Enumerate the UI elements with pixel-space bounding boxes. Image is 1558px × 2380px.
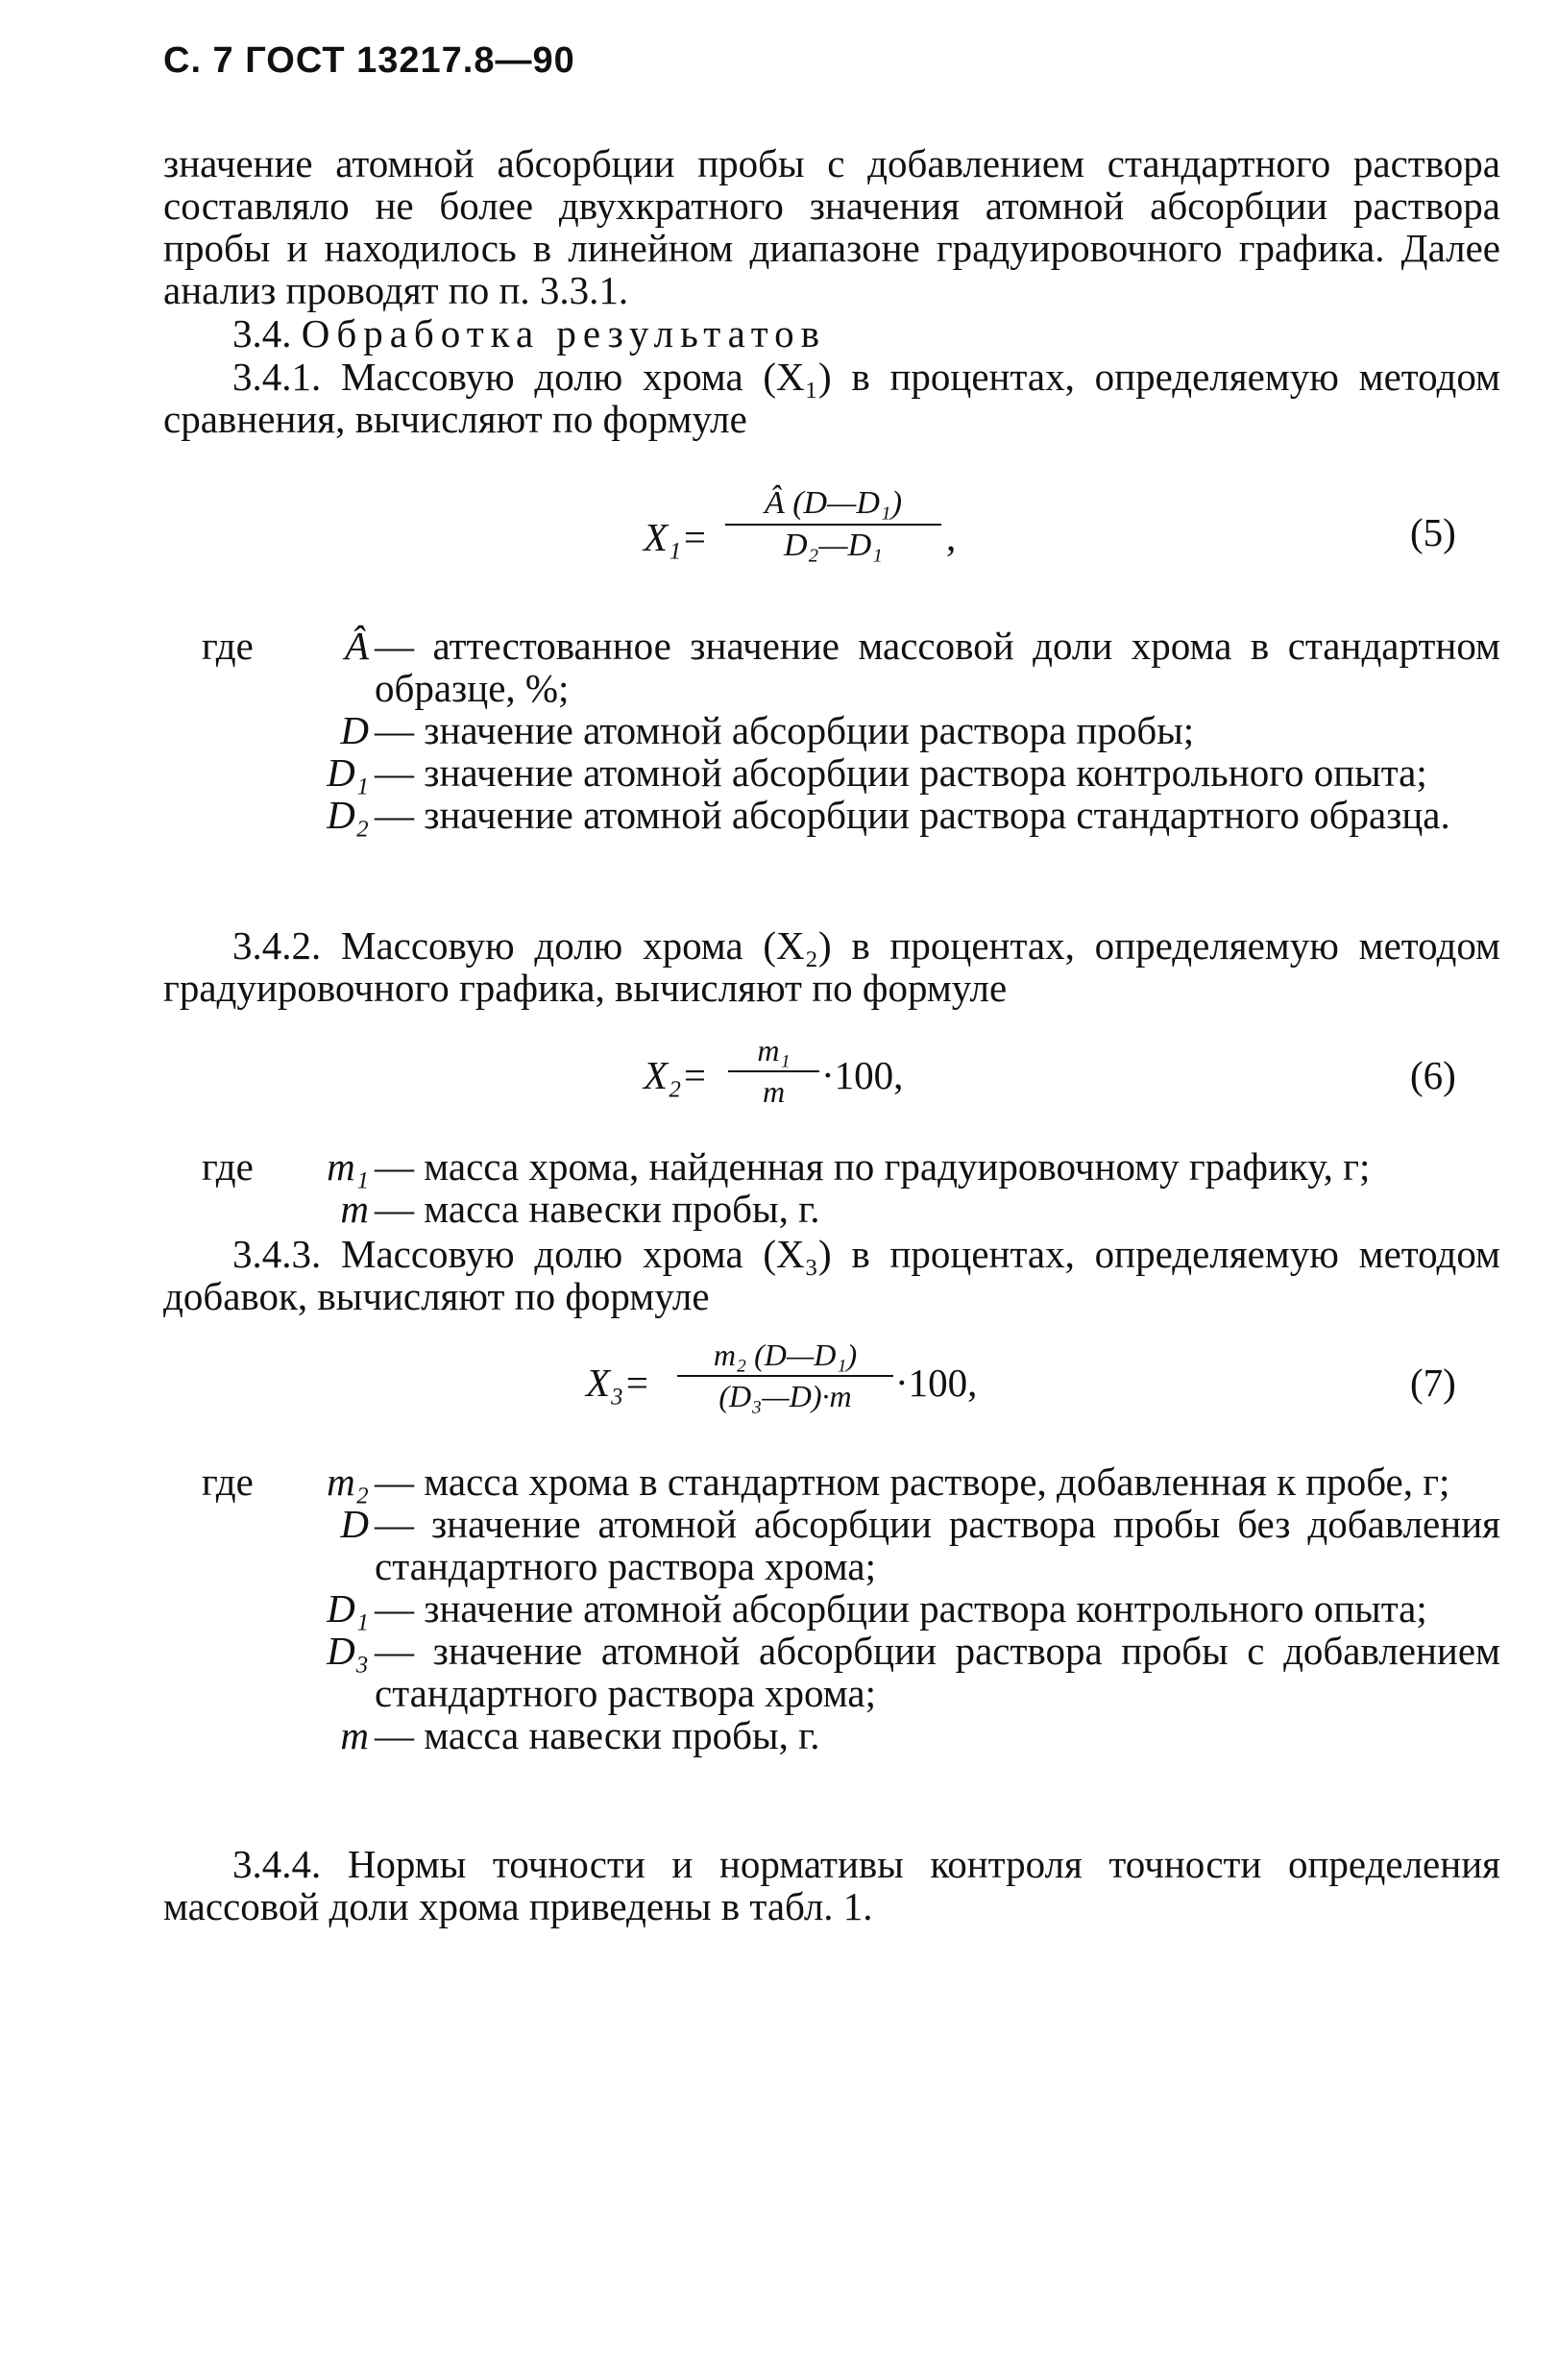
formula-7-tail: ·100,: [895, 1361, 978, 1405]
formula-7-fraction: [677, 1337, 893, 1414]
definition-symbol: [163, 1630, 375, 1714]
formula-6-numerator: m₁: [757, 1033, 791, 1067]
definition-symbol: [163, 1145, 375, 1188]
definition-text: — масса хрома, найденная по градуировочному графику, г;: [375, 1144, 1371, 1189]
section-heading: [232, 312, 1500, 355]
symbol-text: m: [340, 1187, 369, 1231]
formula-6-tail: ·100,: [821, 1053, 904, 1097]
formula-6-lhs-text: X₂=: [644, 1053, 708, 1097]
symbol-text: D: [340, 1502, 369, 1546]
formula-7-lhs-text: X₃=: [586, 1361, 650, 1405]
definition-text: — значение атомной абсорбции раствора контрольного опыта;: [375, 750, 1427, 795]
definition-text: — значение атомной абсорбции раствора контрольного опыта;: [375, 1586, 1427, 1631]
symbol-text: D₂: [327, 793, 369, 837]
paragraph-3-4-3: 3.4.3. Массовую долю хрома (X₃) в процентах, определяемую методом добавок, вычисляют по формуле: [163, 1232, 1500, 1318]
definition-symbol: [163, 625, 375, 709]
definition-lead: где: [202, 1144, 254, 1189]
definition-item: [163, 625, 1500, 709]
paragraph-3-4-4: 3.4.4. Нормы точности и нормативы контроля точности определения массовой доли хрома приведены в табл. 1.: [163, 1842, 1500, 1928]
fraction-bar: [728, 1070, 819, 1072]
symbol-text: Â: [344, 624, 369, 668]
fraction-bar: [677, 1375, 893, 1377]
formula-7-numerator: m₂ (D—D₁): [713, 1337, 858, 1372]
formula-6-fraction: [728, 1033, 819, 1110]
definition-lead: где: [202, 1460, 254, 1504]
definition-text: — значение атомной абсорбции раствора пробы без добавления стандартного раствора хрома;: [375, 1502, 1500, 1588]
definition-symbol: [163, 1188, 375, 1230]
definition-item: [163, 1503, 1500, 1587]
formula-5-fraction: [725, 485, 941, 564]
intro-paragraph: значение атомной абсорбции пробы с добавлением стандартного раствора составляло не более двухкратного значения атомной абсорбции раствора пробы и находилось в линейном диапазоне градуировочного графика. Далее анализ проводят по п. 3.3.1.: [163, 141, 1500, 312]
equation-number-6: (6): [1410, 1053, 1456, 1097]
equation-number-7: (7): [1410, 1361, 1456, 1405]
definitions-7: [163, 1460, 1500, 1756]
symbol-text: D₁: [327, 1586, 369, 1631]
formula-5-numerator: Â (D—D₁): [764, 485, 903, 521]
formula-5-lhs-text: X₁=: [644, 515, 708, 559]
equation-number-5: (5): [1410, 510, 1456, 554]
formula-5-lhs: [644, 514, 708, 560]
definition-item: [163, 1188, 1500, 1230]
definition-lead: где: [202, 624, 254, 668]
definition-symbol: [163, 1587, 375, 1630]
section-title: Обработка результатов: [301, 311, 827, 356]
definition-item: [163, 1460, 1500, 1503]
section-number: 3.4.: [232, 311, 292, 356]
symbol-text: m₁: [327, 1144, 369, 1189]
symbol-text: m₂: [327, 1460, 369, 1504]
page-header: С. 7 ГОСТ 13217.8—90: [163, 40, 575, 81]
definition-text: — масса навески пробы, г.: [375, 1187, 820, 1231]
definition-item: [163, 1714, 1500, 1756]
definition-symbol: [163, 751, 375, 794]
formula-5-denominator: D₂—D₁: [784, 528, 883, 563]
symbol-text: D₃: [327, 1629, 369, 1673]
formula-7-denominator: (D₃—D)·m: [718, 1379, 852, 1413]
definition-text: — значение атомной абсорбции раствора стандартного образца.: [375, 793, 1450, 837]
formula-5-tail: ,: [946, 515, 957, 559]
formula-6-lhs: [644, 1052, 708, 1098]
definition-symbol: [163, 1503, 375, 1587]
definition-item: [163, 1630, 1500, 1714]
definition-symbol: [163, 1460, 375, 1503]
paragraph-3-4-1: 3.4.1. Массовую долю хрома (X₁) в процентах, определяемую методом сравнения, вычисляют по формуле: [163, 355, 1500, 441]
definition-item: [163, 794, 1500, 836]
definition-item: [163, 709, 1500, 751]
definition-item: [163, 1145, 1500, 1188]
symbol-text: D: [340, 708, 369, 752]
definition-symbol: [163, 1714, 375, 1756]
definitions-6: [163, 1145, 1500, 1230]
formula-7-lhs: [586, 1360, 650, 1406]
symbol-text: m: [340, 1713, 369, 1757]
paragraph-3-4-2: 3.4.2. Массовую долю хрома (X₂) в процентах, определяемую методом градуировочного графика, вычисляют по формуле: [163, 923, 1500, 1010]
symbol-text: D₁: [327, 750, 369, 795]
definition-text: — значение атомной абсорбции раствора пробы;: [375, 708, 1195, 752]
definitions-5: [163, 625, 1500, 836]
definition-text: — значение атомной абсорбции раствора пробы с добавлением стандартного раствора хрома;: [375, 1629, 1500, 1715]
definition-text: — аттестованное значение массовой доли хрома в стандартном образце, %;: [375, 624, 1500, 710]
definition-symbol: [163, 794, 375, 836]
definition-item: [163, 751, 1500, 794]
definition-symbol: [163, 709, 375, 751]
definition-text: — масса хрома в стандартном растворе, добавленная к пробе, г;: [375, 1460, 1450, 1504]
formula-6-denominator: m: [762, 1074, 786, 1109]
fraction-bar: [725, 524, 941, 526]
definition-text: — масса навески пробы, г.: [375, 1713, 820, 1757]
definition-item: [163, 1587, 1500, 1630]
